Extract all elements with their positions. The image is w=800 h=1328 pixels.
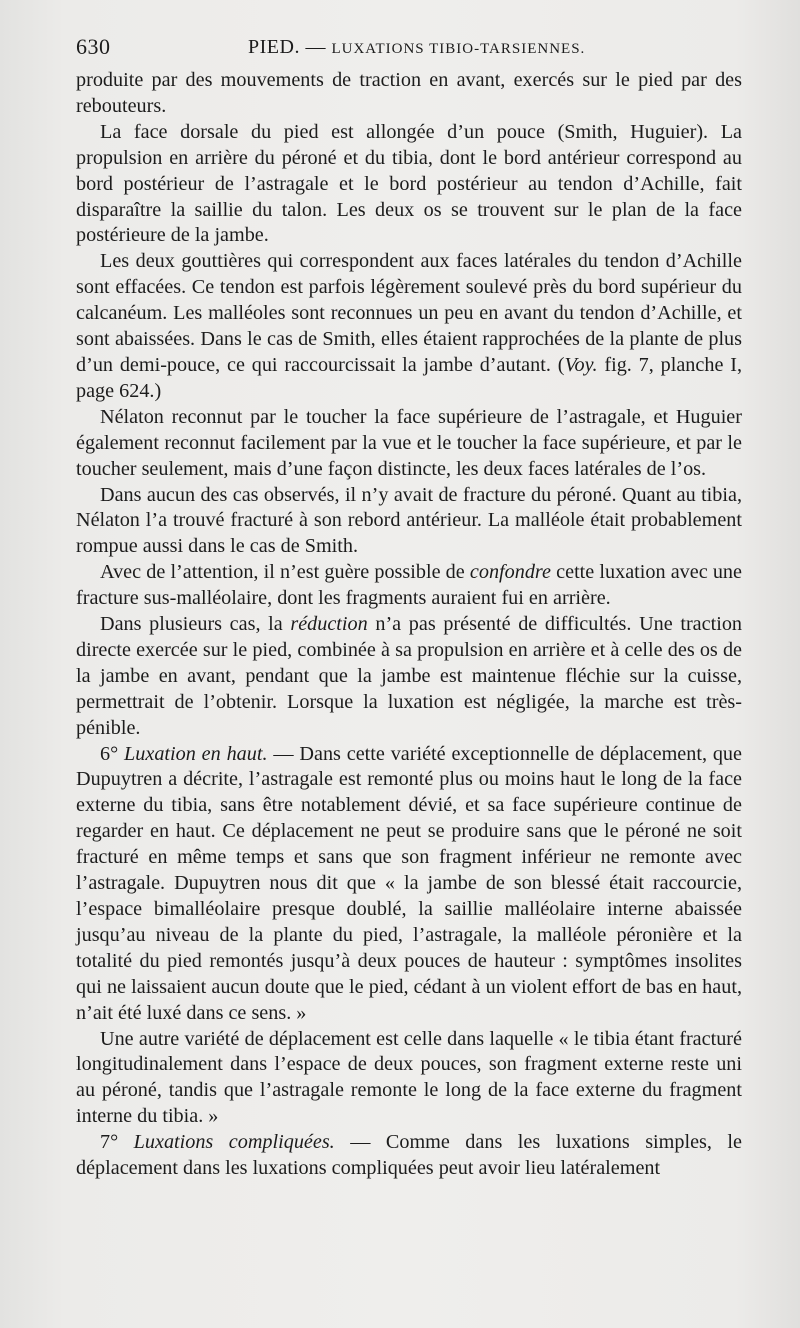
text-run: Une autre variété de déplacement est celle dans laquelle « le tibia étant fracturé longitudinalement dans l’espace de deux pouces, son fragment externe reste uni au péroné, tandis que l’astragale remonte le long de la face externe du fragment interne du tibia. » — [76, 1027, 742, 1128]
paragraph — [76, 68, 742, 120]
text-run: Les deux gouttières qui correspondent aux faces latérales du tendon d’Achille sont effacées. Ce tendon est parfois légèrement soulevé près du bord supérieur du calcanéum. Les malléoles sont reconnues un peu en avant du tendon d’Achille, et sont abaissées. Dans le cas de Smith, elles étaient rapprochées de la plante de plus d’un demi-pouce, ce qui raccourcissait la jambe d’autant. ( — [76, 250, 742, 376]
paragraph — [76, 560, 742, 612]
body-text — [76, 68, 742, 1182]
paragraph — [76, 742, 742, 1027]
paragraph — [76, 249, 742, 404]
running-head-section: PIED. — [248, 36, 300, 58]
text-run: fig. 7, planche I, page 624.) — [76, 353, 743, 402]
italic-text: réduction — [290, 613, 368, 636]
italic-text: Luxations compliquées. — [133, 1131, 335, 1154]
paragraph — [76, 120, 742, 250]
text-run: Dans plusieurs cas, la — [100, 613, 291, 636]
text-run: produite par des mouvements de traction en avant, exercés sur le pied par des rebouteurs. — [76, 69, 742, 117]
text-run: — Comme dans les luxations simples, le déplacement dans les luxations compliquées peut avoir lieu latéralement — [76, 1131, 742, 1180]
text-run: 7° — [100, 1131, 134, 1154]
text-run: Nélaton reconnut par le toucher la face supérieure de l’astragale, et Huguier également reconnut facilement par la vue et le toucher la face supérieure, et par le toucher seulement, mais d’une façon distincte, les deux faces latérales de l’os. — [76, 405, 742, 480]
text-run: Dans aucun des cas observés, il n’y avait de fracture du péroné. Quant au tibia, Nélaton l’a trouvé fracturé à son rebord antérieur. La malléole était probablement rompue aussi dans le cas de Smith. — [76, 483, 742, 558]
paragraph — [76, 405, 742, 483]
italic-text: Luxation en haut. — [124, 742, 268, 765]
paragraph — [76, 612, 742, 742]
running-head-separator: — — [305, 36, 326, 58]
italic-text: Voy. — [564, 353, 598, 376]
running-head-subtitle: LUXATIONS TIBIO-TARSIENNES. — [331, 41, 586, 57]
text-run: Avec de l’attention, il n’est guère possible de — [100, 561, 470, 584]
text-run: 6° — [100, 742, 125, 765]
running-head — [248, 36, 585, 59]
paragraph — [76, 1027, 742, 1131]
text-run: La face dorsale du pied est allongée d’un pouce (Smith, Huguier). La propulsion en arrière du péroné et du tibia, dont le bord antérieur correspond au bord postérieur de l’astragale et le bord postérieur au tendon d’Achille, fait disparaître la saillie du talon. Les deux os se trouvent sur le plan de la face postérieure de la jambe. — [76, 120, 742, 247]
page-number: 630 — [76, 34, 111, 59]
text-run: — Dans cette variété exceptionnelle de déplacement, que Dupuytren a décrite, l’astragale est remonté plus ou moins haut le long de la face externe du tibia, sans être notablement dévié, et sa face supérieure continue de regarder en haut. Ce déplacement ne peut se produire sans que le péroné ne soit fracturé en même temps et sans que son fragment inférieur ne remonte avec l’astragale. Dupuytren nous dit que « la jambe de son blessé était raccourcie, l’espace bimalléolaire presque doublé, la saillie malléolaire interne abaissée jusqu’au niveau de la plante du pied, l’astragale, la malléole péronière et la totalité du pied remontés jusqu’à deux pouces de hauteur : symptômes insolites qui ne laissaient aucun doute que le pied, cédant à un violent effort de bas en haut, n’ait été luxé dans ce sens. » — [76, 742, 742, 1024]
text-run: cette luxation avec une fracture sus-malléolaire, dont les fragments auraient fui en arrière. — [76, 561, 742, 610]
paragraph — [76, 1130, 742, 1182]
italic-text: confondre — [469, 561, 551, 584]
page-header — [76, 34, 740, 62]
text-run: n’a pas présenté de difficultés. Une traction directe exercée sur le pied, combinée à sa propulsion en arrière et à celle des os de la jambe en avant, pendant que la jambe est maintenue fléchie sur la cuisse, permettrait de l’obtenir. Lorsque la luxation est négligée, la marche est très-pénible. — [76, 613, 743, 739]
paragraph — [76, 483, 742, 561]
